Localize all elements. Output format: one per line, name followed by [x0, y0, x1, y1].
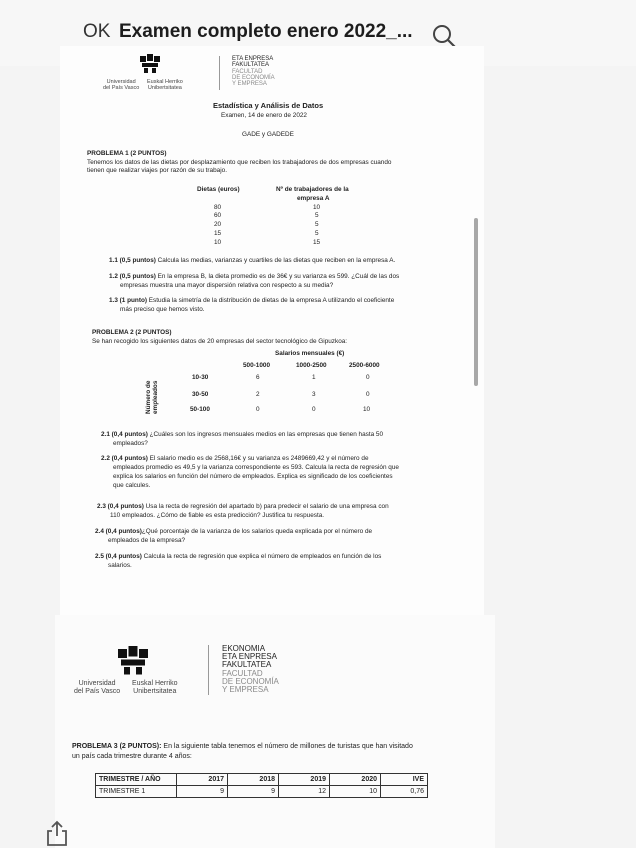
- table2-col: 2500-6000: [349, 362, 380, 369]
- table2-cell: 10: [363, 406, 371, 413]
- table3-header: IVE: [381, 774, 428, 786]
- exam-degree: GADE y GADEDE: [242, 131, 294, 138]
- logo-divider: [208, 645, 209, 695]
- question-2-3: 2.3 (0,4 puntos) Usa la recta de regresión del apartado b) para predecir el salario de una empresa con: [97, 503, 389, 510]
- table2-cell: 0: [312, 406, 316, 413]
- exam-subject: Estadística y Análisis de Datos: [213, 101, 324, 110]
- question-2-2-cont: explica los salarios en función del número de empleados. Explica es significado de los coeficientes: [113, 473, 393, 480]
- table2-cell: 6: [256, 374, 260, 381]
- problem-1-intro-2: tienen que realizar viajes por razón de su trabajo.: [87, 167, 227, 174]
- ok-button[interactable]: OK: [83, 21, 111, 42]
- problem-2-title: PROBLEMA 2 (2 PUNTOS): [92, 329, 172, 336]
- exam-date: Examen, 14 de enero de 2022: [221, 112, 307, 119]
- problem-3-title: PROBLEMA 3 (2 PUNTOS): En la siguiente tabla tenemos el número de millones de turistas que han visitado: [72, 743, 413, 750]
- table1-col-trabajadores: Nº de trabajadores de la: [276, 186, 349, 193]
- table1-cell: 20: [214, 221, 222, 228]
- question-2-5: 2.5 (0,4 puntos) Calcula la recta de regresión que explica el número de empleados en función de los: [95, 553, 382, 560]
- table2-row-label: 30-50: [192, 391, 209, 398]
- table-row: [96, 774, 428, 786]
- table2-cell: 0: [366, 374, 370, 381]
- question-2-1: 2.1 (0,4 puntos) ¿Cuáles son los ingresos mensuales medios en las empresas que tienen hasta 50: [101, 431, 384, 438]
- question-2-4: 2.4 (0,4 puntos)¿Qué porcentaje de la varianza de los salarios queda explicada por el número de: [95, 528, 373, 535]
- table1-cell: 5: [315, 230, 319, 237]
- problem-3-intro-2: un país cada trimestre durante 4 años:: [72, 753, 192, 760]
- question-2-1-cont: empleados?: [113, 440, 148, 447]
- scrollbar[interactable]: [474, 218, 478, 386]
- table3-cell: 12: [279, 786, 330, 798]
- table1-cell: 80: [214, 204, 222, 211]
- table3-cell: TRIMESTRE 1: [96, 786, 177, 798]
- table3-header: 2017: [177, 774, 228, 786]
- table1-cell: 5: [315, 221, 319, 228]
- table3-cell: 0,76: [381, 786, 428, 798]
- table3-header: 2020: [330, 774, 381, 786]
- table3-header: 2019: [279, 774, 330, 786]
- problem-1-title: PROBLEMA 1 (2 PUNTOS): [87, 150, 167, 157]
- document-title: Examen completo enero 2022_...: [119, 21, 413, 42]
- faculty-text: ETA ENPRESA FAKULTATEA FACULTAD DE ECONOMÍA Y EMPRESA: [232, 56, 275, 88]
- table2-cell: 3: [312, 391, 316, 398]
- problem-2-intro: Se han recogido los siguientes datos de 20 empresas del sector tecnológico de Gipuzkoa:: [92, 338, 348, 345]
- table2-cell: 0: [366, 391, 370, 398]
- table1-cell: 60: [214, 212, 222, 219]
- table3-header: TRIMESTRE / AÑO: [96, 774, 177, 786]
- question-2-5-cont: salarios.: [108, 562, 132, 569]
- question-1-3: 1.3 (1 punto) Estudia la simetría de la distribución de dietas de la empresa A utilizando el coeficiente: [109, 297, 395, 304]
- logo-text-eu: Euskal Herriko Unibertsitatea: [132, 680, 178, 695]
- university-logo-icon: [138, 54, 162, 74]
- table2-cell: 0: [256, 406, 260, 413]
- table2-col: 500-1000: [243, 362, 271, 369]
- table2-row-label: 50-100: [190, 406, 210, 413]
- logo-text-eu: Euskal Herriko Unibertsitatea: [147, 79, 183, 91]
- share-icon[interactable]: [46, 820, 68, 846]
- question-1-2-cont: empresas muestra una mayor dispersión relativa con respecto a su media?: [120, 282, 334, 289]
- faculty-text: EKONOMIA ETA ENPRESA FAKULTATEA FACULTAD DE ECONOMÍA Y EMPRESA: [222, 644, 279, 695]
- university-logo-icon: [115, 645, 151, 677]
- table3-cell: 10: [330, 786, 381, 798]
- question-2-2-cont: que calcules.: [113, 482, 151, 489]
- table3: [95, 773, 428, 798]
- table3-cell: 9: [177, 786, 228, 798]
- table2-row-label: 10-30: [192, 374, 209, 381]
- table1-cell: 5: [315, 212, 319, 219]
- salarios-header: Salarios mensuales (€): [275, 350, 345, 357]
- table2-row-header: Número de empleados: [145, 380, 159, 414]
- problem-1-intro: Tenemos los datos de las dietas por desplazamiento que reciben los trabajadores de dos empresas cuando: [87, 159, 392, 166]
- question-2-4-cont: empleados de la empresa?: [108, 537, 186, 544]
- question-2-3-cont: 110 empleados. ¿Cómo de fiable es esta predicción? Justifica tu respuesta.: [110, 512, 325, 519]
- table2-col: 1000-2500: [296, 362, 327, 369]
- logo-text-es: Universidad del País Vasco: [103, 79, 140, 91]
- table2-cell: 1: [312, 374, 316, 381]
- table-row: [96, 786, 428, 798]
- question-1-1: 1.1 (0,5 puntos) Calcula las medias, varianzas y cuartiles de las dietas que reciben en la empresa A.: [109, 257, 396, 264]
- table1-col-dietas: Dietas (euros): [197, 186, 240, 193]
- question-2-2-cont: empleados promedio es 49,5 y la varianza correspondiente es 593. Calcula la recta de regresión que: [113, 464, 399, 471]
- table1-cell: 15: [313, 239, 321, 246]
- logo-divider: [219, 56, 220, 90]
- table1-col-empresa: empresa A: [297, 195, 330, 202]
- table1-cell: 10: [313, 204, 321, 211]
- table3-cell: 9: [228, 786, 279, 798]
- question-1-2: 1.2 (0,5 puntos) En la empresa B, la dieta promedio es de 36€ y su varianza es 599. ¿Cuál de las dos: [109, 273, 400, 280]
- question-2-2: 2.2 (0,4 puntos) El salario medio es de 2568,16€ y su varianza es 2489669,42 y el número de: [101, 455, 369, 462]
- table1-cell: 15: [214, 230, 222, 237]
- table2-cell: 2: [256, 391, 260, 398]
- table1-cell: 10: [214, 239, 222, 246]
- table3-header: 2018: [228, 774, 279, 786]
- logo-text-es: Universidad del País Vasco: [74, 680, 121, 695]
- question-1-3-cont: más preciso que hemos visto.: [120, 306, 205, 313]
